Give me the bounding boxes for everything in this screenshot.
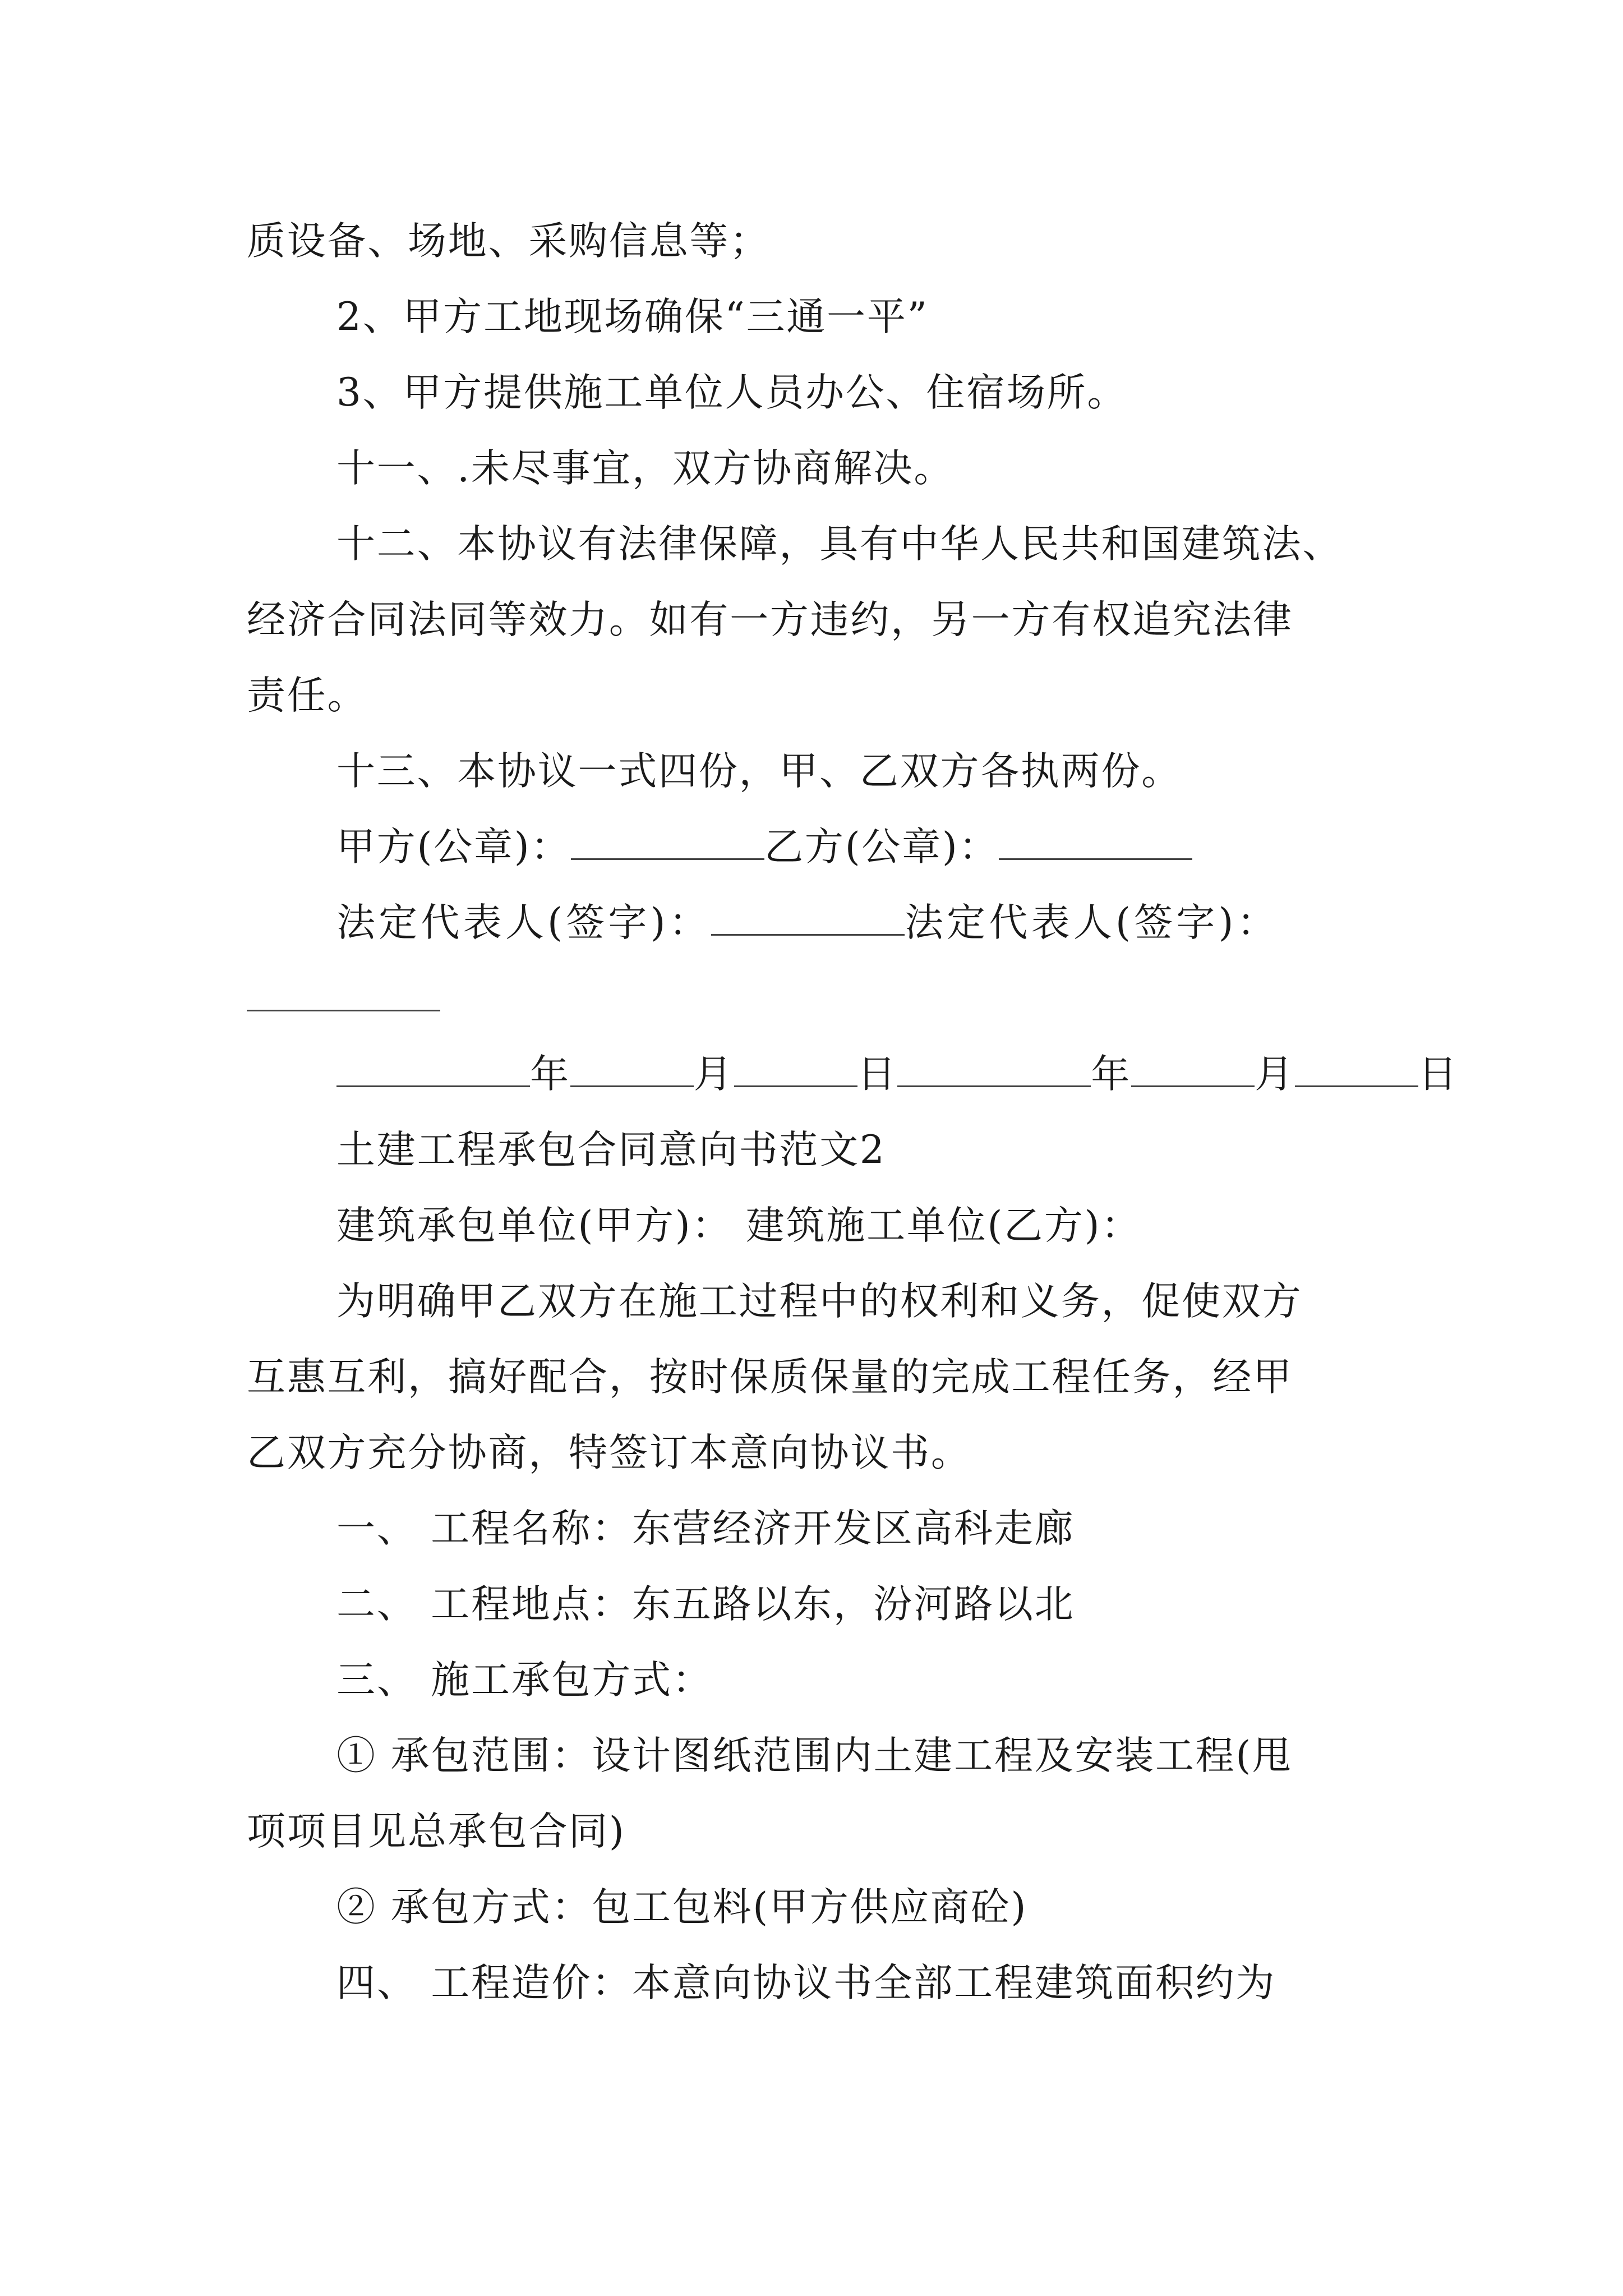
year-b-label: 年 bbox=[1091, 1052, 1132, 1097]
year-a-blank bbox=[336, 1051, 530, 1087]
year-b-blank bbox=[897, 1051, 1091, 1087]
paragraph-line: 经济合同法同等效力。如有一方违约，另一方有权追究法律 bbox=[247, 597, 1293, 642]
paragraph-line: 互惠互利，搞好配合，按时保质保量的完成工程任务，经甲 bbox=[247, 1355, 1293, 1400]
month-a-blank bbox=[570, 1051, 694, 1087]
paragraph-line: 责任。 bbox=[247, 673, 368, 718]
month-a-label: 月 bbox=[693, 1052, 734, 1097]
paragraph-line: 乙双方充分协商，特签订本意向协议书。 bbox=[247, 1430, 971, 1475]
paragraph-line: 十一、.未尽事宜，双方协商解决。 bbox=[336, 446, 955, 491]
seal-line bbox=[336, 822, 1192, 872]
list-item: ② 承包方式：包工包料(甲方供应商砼) bbox=[336, 1885, 1028, 1930]
party-b-seal-blank bbox=[999, 823, 1192, 860]
party-a-seal-label: 甲方(公章)： bbox=[336, 825, 571, 869]
paragraph-line: 3、甲方提供施工单位人员办公、住宿场所。 bbox=[336, 370, 1128, 415]
list-item: ① 承包范围：设计图纸范围内土建工程及安装工程(甩 bbox=[336, 1733, 1293, 1778]
day-b-blank bbox=[1295, 1051, 1418, 1087]
rep-a-label: 法定代表人(签字)： bbox=[336, 900, 711, 945]
rep-a-blank bbox=[711, 899, 905, 936]
signature-line bbox=[336, 898, 1279, 948]
list-item: 四、 工程造价：本意向协议书全部工程建筑面积约为 bbox=[336, 1961, 1276, 2005]
list-item: 一、 工程名称：东营经济开发区高科走廊 bbox=[336, 1506, 1075, 1551]
paragraph-line: 质设备、场地、采购信息等； bbox=[247, 219, 770, 264]
paragraph-line: 2、甲方工地现场确保“三通一平” bbox=[336, 295, 929, 339]
date-line bbox=[336, 1049, 1459, 1099]
list-item-continuation: 项项目见总承包合同) bbox=[247, 1809, 626, 1854]
rep-b-label: 法定代表人(签字)： bbox=[904, 900, 1279, 945]
month-b-label: 月 bbox=[1255, 1052, 1295, 1097]
list-item: 二、 工程地点：东五路以东，汾河路以北 bbox=[336, 1582, 1075, 1627]
section-title: 土建工程承包合同意向书范文2 bbox=[336, 1128, 886, 1172]
month-b-blank bbox=[1131, 1051, 1255, 1087]
year-a-label: 年 bbox=[530, 1052, 570, 1097]
list-item: 三、 施工承包方式： bbox=[336, 1658, 713, 1703]
paragraph-line: 十二、本协议有法律保障，具有中华人民共和国建筑法、 bbox=[336, 522, 1343, 567]
paragraph-line: 十三、本协议一式四份，甲、乙双方各执两份。 bbox=[336, 749, 1182, 794]
signature-continuation bbox=[247, 973, 440, 1024]
day-b-label: 日 bbox=[1418, 1052, 1459, 1097]
party-b-seal-label: 乙方(公章)： bbox=[764, 825, 999, 869]
parties-line: 建筑承包单位(甲方)： 建筑施工单位(乙方)： bbox=[336, 1203, 1142, 1248]
rep-b-blank bbox=[247, 975, 440, 1011]
day-a-label: 日 bbox=[857, 1052, 898, 1097]
day-a-blank bbox=[734, 1051, 857, 1087]
paragraph-line: 为明确甲乙双方在施工过程中的权利和义务，促使双方 bbox=[336, 1279, 1303, 1324]
party-a-seal-blank bbox=[571, 823, 764, 860]
